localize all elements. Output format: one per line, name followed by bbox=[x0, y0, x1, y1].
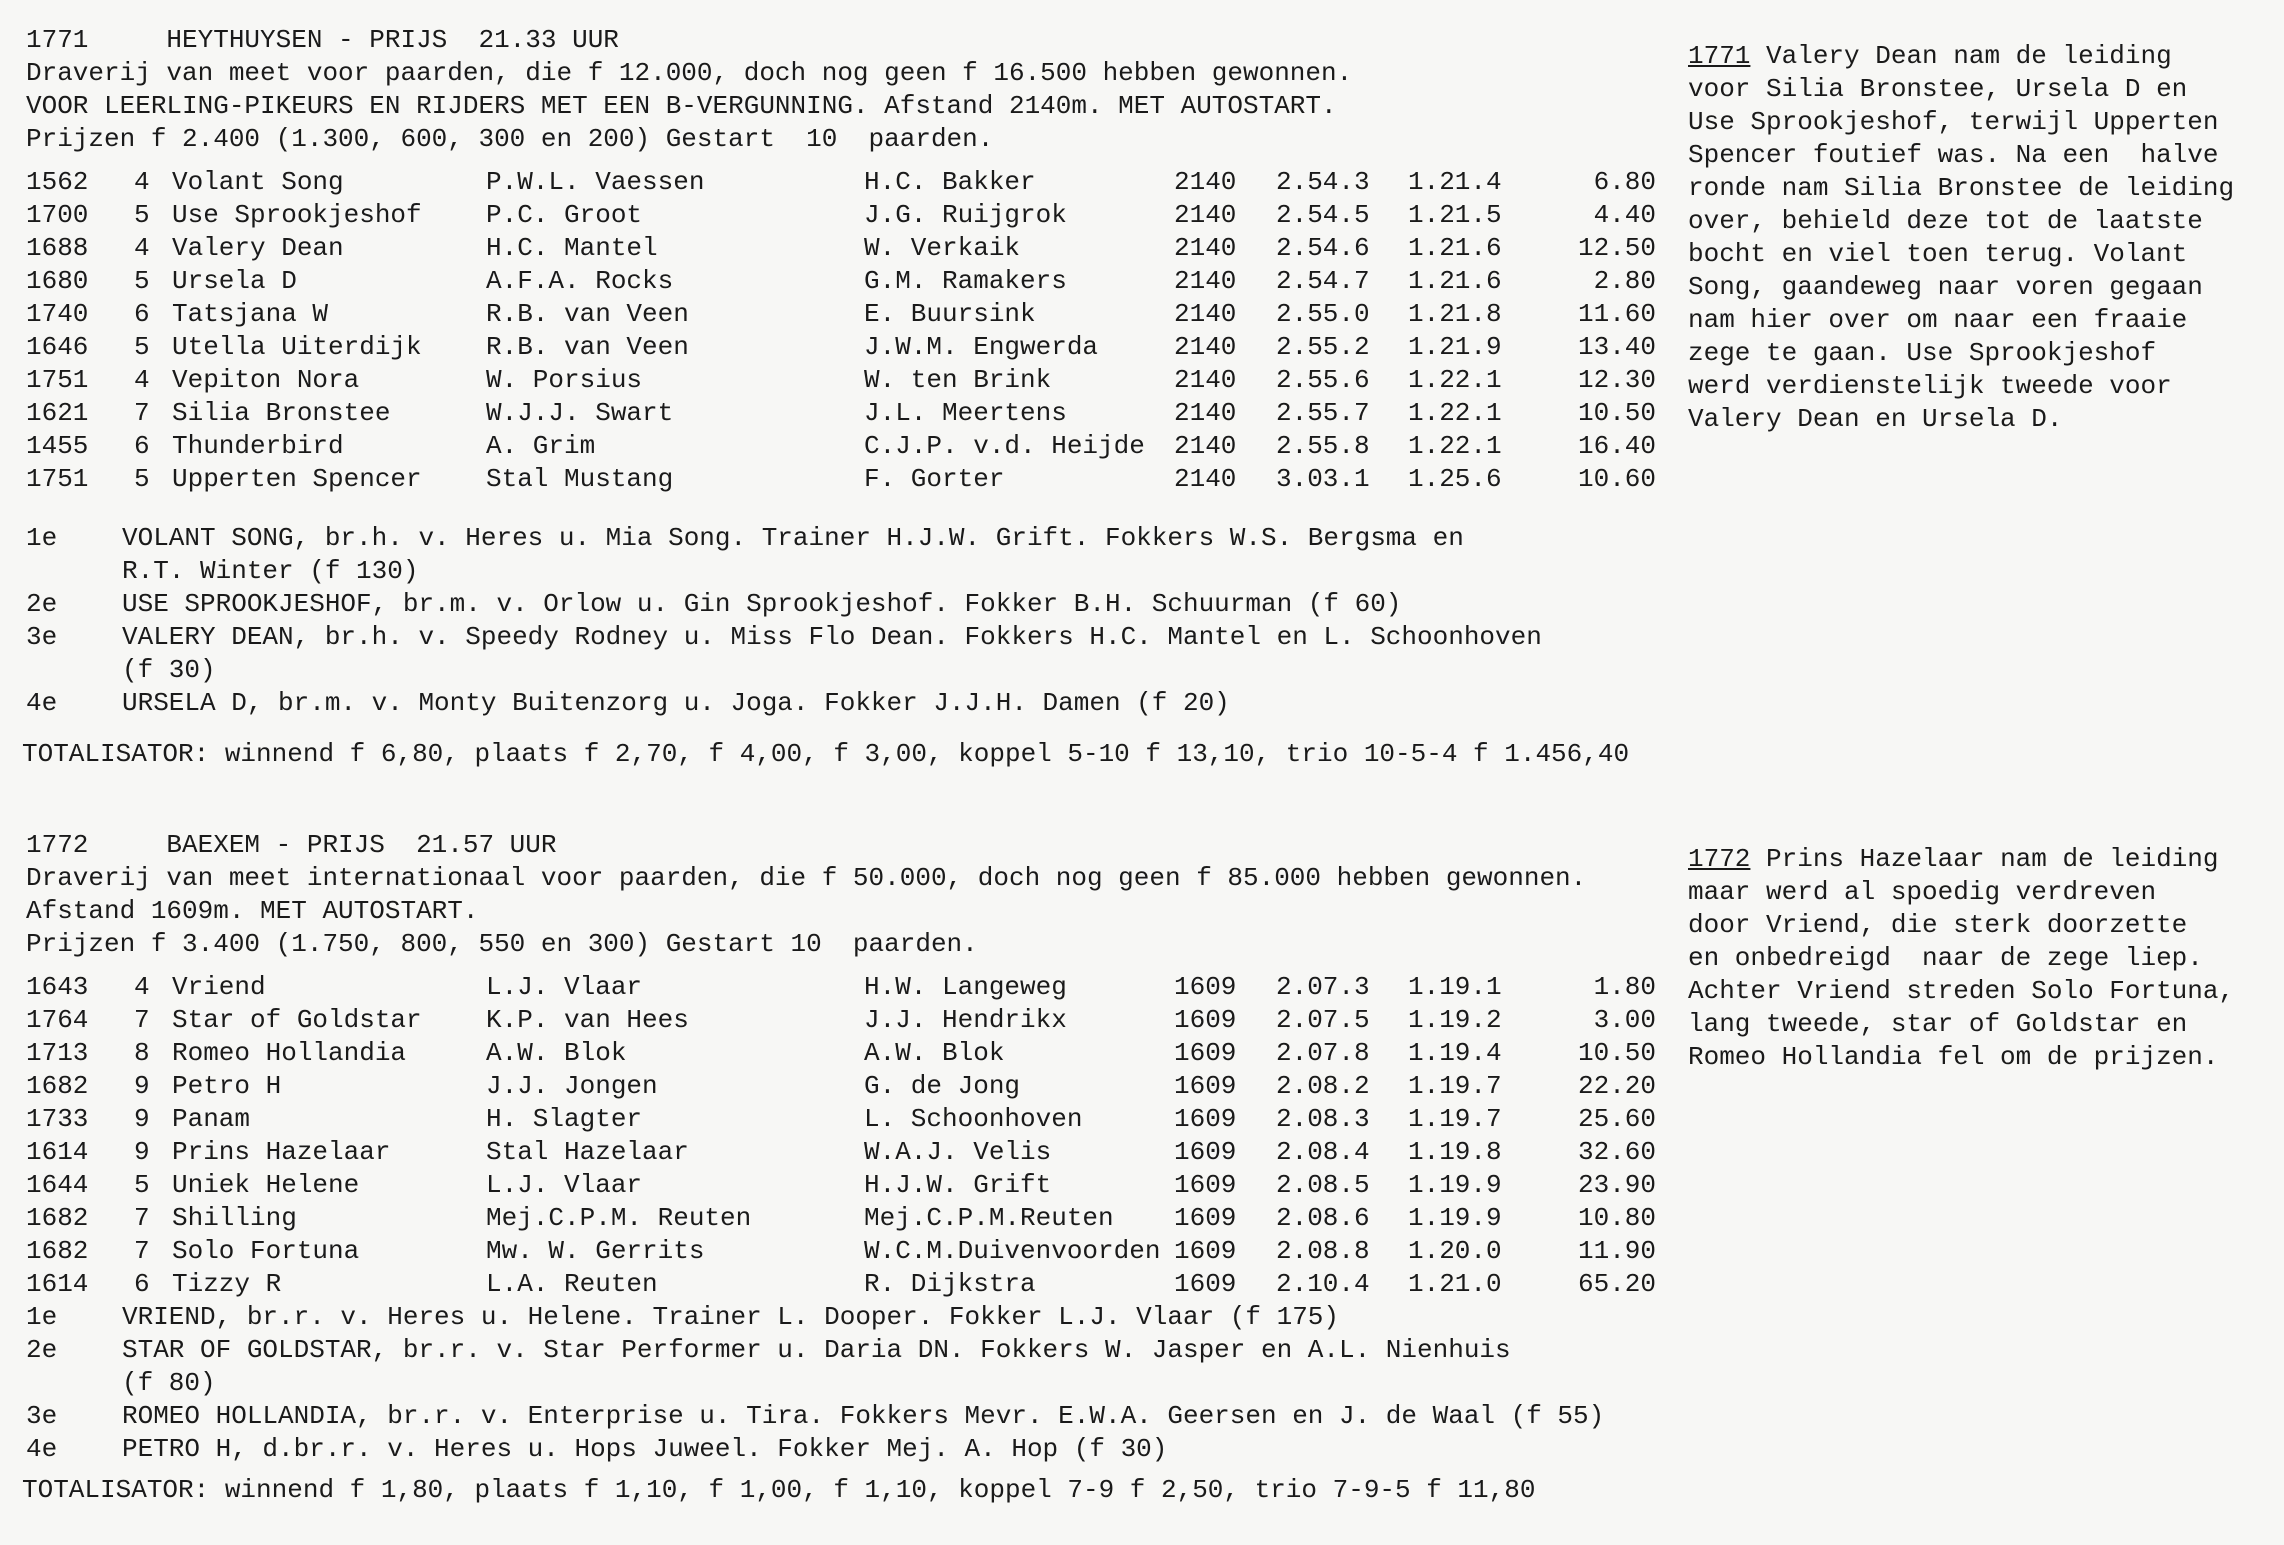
total-time: 2.08.6 bbox=[1276, 1203, 1370, 1233]
horse-name: Use Sprookjeshof bbox=[172, 200, 422, 230]
km-time: 1.21.4 bbox=[1408, 167, 1502, 197]
start-number: 1562 bbox=[26, 167, 89, 197]
start-number: 1682 bbox=[26, 1071, 89, 1101]
start-number: 1621 bbox=[26, 398, 89, 428]
horse-name: Star of Goldstar bbox=[172, 1005, 422, 1035]
distance: 1609 bbox=[1174, 1137, 1237, 1167]
owner-name: L.A. Reuten bbox=[486, 1269, 658, 1299]
owner-name: Stal Hazelaar bbox=[486, 1137, 689, 1167]
total-time: 2.08.3 bbox=[1276, 1104, 1370, 1134]
odds: 4.40 bbox=[1593, 200, 1656, 230]
comment-race-number: 1771 bbox=[1688, 41, 1751, 71]
horse-name: Solo Fortuna bbox=[172, 1236, 360, 1266]
odds: 12.50 bbox=[1577, 233, 1656, 263]
placing-entry bbox=[26, 1301, 1686, 1334]
start-number: 1614 bbox=[26, 1137, 89, 1167]
post-position: 4 bbox=[134, 972, 150, 1002]
distance: 1609 bbox=[1174, 1104, 1237, 1134]
placing-text: ROMEO HOLLANDIA, br.r. v. Enterprise u. Tira. Fokkers Mevr. E.W.A. Geersen en J. de Waal (f 55) bbox=[122, 1401, 1605, 1431]
distance: 2140 bbox=[1174, 266, 1237, 296]
horse-name: Panam bbox=[172, 1104, 251, 1134]
horse-name: Ursela D bbox=[172, 266, 297, 296]
odds: 10.80 bbox=[1577, 1203, 1656, 1233]
post-position: 5 bbox=[134, 332, 150, 362]
placings-list bbox=[26, 1301, 1686, 1466]
total-time: 2.54.6 bbox=[1276, 233, 1370, 263]
total-time: 2.55.8 bbox=[1276, 431, 1370, 461]
distance: 2140 bbox=[1174, 365, 1237, 395]
result-row bbox=[26, 298, 1686, 331]
post-position: 5 bbox=[134, 266, 150, 296]
distance: 2140 bbox=[1174, 332, 1237, 362]
results-table bbox=[26, 166, 1686, 496]
total-time: 2.54.7 bbox=[1276, 266, 1370, 296]
distance: 1609 bbox=[1174, 1038, 1237, 1068]
distance: 2140 bbox=[1174, 398, 1237, 428]
odds: 6.80 bbox=[1593, 167, 1656, 197]
odds: 2.80 bbox=[1593, 266, 1656, 296]
distance: 2140 bbox=[1174, 299, 1237, 329]
odds: 3.00 bbox=[1593, 1005, 1656, 1035]
race-block-1772 bbox=[22, 829, 1686, 1507]
post-position: 4 bbox=[134, 233, 150, 263]
result-row bbox=[26, 1037, 1686, 1070]
placing-rank: 2e bbox=[26, 589, 58, 619]
placing-text: PETRO H, d.br.r. v. Heres u. Hops Juweel. Fokker Mej. A. Hop (f 30) bbox=[122, 1434, 1168, 1464]
total-time: 2.55.7 bbox=[1276, 398, 1370, 428]
horse-name: Upperten Spencer bbox=[172, 464, 422, 494]
owner-name: P.W.L. Vaessen bbox=[486, 167, 705, 197]
km-time: 1.25.6 bbox=[1408, 464, 1502, 494]
horse-name: Tatsjana W bbox=[172, 299, 329, 329]
post-position: 9 bbox=[134, 1104, 150, 1134]
result-row bbox=[26, 1004, 1686, 1037]
race-prizes: Prijzen f 2.400 (1.300, 600, 300 en 200) Gestart 10 paarden. bbox=[26, 124, 994, 154]
start-number: 1682 bbox=[26, 1203, 89, 1233]
driver-name: W.A.J. Velis bbox=[864, 1137, 1052, 1167]
placing-rank: 3e bbox=[26, 1401, 58, 1431]
driver-name: G. de Jong bbox=[864, 1071, 1021, 1101]
start-number: 1700 bbox=[26, 200, 89, 230]
horse-name: Volant Song bbox=[172, 167, 344, 197]
result-row bbox=[26, 397, 1686, 430]
km-time: 1.22.1 bbox=[1408, 398, 1502, 428]
totalisator-line: TOTALISATOR: winnend f 1,80, plaats f 1,10, f 1,00, f 1,10, koppel 7-9 f 2,50, trio 7-9-5 f 11,80 bbox=[22, 1475, 1536, 1505]
race-description: Draverij van meet voor paarden, die f 12.000, doch nog geen f 16.500 hebben gewonnen. bbox=[26, 58, 1353, 88]
odds: 32.60 bbox=[1577, 1137, 1656, 1167]
km-time: 1.19.7 bbox=[1408, 1071, 1502, 1101]
driver-name: H.J.W. Grift bbox=[864, 1170, 1052, 1200]
result-row bbox=[26, 1136, 1686, 1169]
horse-name: Romeo Hollandia bbox=[172, 1038, 407, 1068]
race-description: Draverij van meet internationaal voor paarden, die f 50.000, doch nog geen f 85.000 hebben gewonnen. bbox=[26, 863, 1587, 893]
post-position: 5 bbox=[134, 200, 150, 230]
result-row bbox=[26, 364, 1686, 397]
driver-name: W.C.M.Duivenvoorden bbox=[864, 1236, 1161, 1266]
km-time: 1.21.6 bbox=[1408, 233, 1502, 263]
total-time: 2.08.4 bbox=[1276, 1137, 1370, 1167]
total-time: 2.07.3 bbox=[1276, 972, 1370, 1002]
comment-text: Prins Hazelaar nam de leiding maar werd al spoedig verdreven door Vriend, die sterk doorzette en onbedreigd naar de zege liep. Achter Vriend streden Solo Fortuna, lang tweede, star of Goldstar en Romeo Hollandia fel om de prijzen. bbox=[1688, 844, 2235, 1072]
horse-name: Vriend bbox=[172, 972, 266, 1002]
post-position: 7 bbox=[134, 1236, 150, 1266]
start-number: 1680 bbox=[26, 266, 89, 296]
km-time: 1.21.9 bbox=[1408, 332, 1502, 362]
total-time: 2.07.5 bbox=[1276, 1005, 1370, 1035]
owner-name: Mej.C.P.M. Reuten bbox=[486, 1203, 752, 1233]
result-row bbox=[26, 232, 1686, 265]
driver-name: A.W. Blok bbox=[864, 1038, 1005, 1068]
start-number: 1646 bbox=[26, 332, 89, 362]
result-row bbox=[26, 971, 1686, 1004]
horse-name: Uniek Helene bbox=[172, 1170, 360, 1200]
total-time: 2.54.5 bbox=[1276, 200, 1370, 230]
start-number: 1713 bbox=[26, 1038, 89, 1068]
race-comment-1771 bbox=[1688, 40, 2268, 436]
placing-entry bbox=[26, 621, 1686, 687]
owner-name: J.J. Jongen bbox=[486, 1071, 658, 1101]
distance: 1609 bbox=[1174, 1269, 1237, 1299]
placing-text: USE SPROOKJESHOF, br.m. v. Orlow u. Gin Sprookjeshof. Fokker B.H. Schuurman (f 60) bbox=[122, 589, 1402, 619]
km-time: 1.19.8 bbox=[1408, 1137, 1502, 1167]
race-comment-1772 bbox=[1688, 843, 2268, 1074]
driver-name: G.M. Ramakers bbox=[864, 266, 1067, 296]
start-number: 1614 bbox=[26, 1269, 89, 1299]
owner-name: K.P. van Hees bbox=[486, 1005, 689, 1035]
post-position: 7 bbox=[134, 1005, 150, 1035]
distance: 1609 bbox=[1174, 1005, 1237, 1035]
driver-name: J.W.M. Engwerda bbox=[864, 332, 1099, 362]
race-header: 1772 BAEXEM - PRIJS 21.57 UUR bbox=[26, 830, 557, 860]
post-position: 4 bbox=[134, 365, 150, 395]
odds: 11.60 bbox=[1577, 299, 1656, 329]
km-time: 1.19.9 bbox=[1408, 1170, 1502, 1200]
driver-name: J.G. Ruijgrok bbox=[864, 200, 1067, 230]
race-conditions: VOOR LEERLING-PIKEURS EN RIJDERS MET EEN B-VERGUNNING. Afstand 2140m. MET AUTOSTART. bbox=[26, 91, 1337, 121]
total-time: 2.55.6 bbox=[1276, 365, 1370, 395]
horse-name: Valery Dean bbox=[172, 233, 344, 263]
placing-rank: 1e bbox=[26, 523, 58, 553]
post-position: 7 bbox=[134, 1203, 150, 1233]
owner-name: R.B. van Veen bbox=[486, 299, 689, 329]
odds: 1.80 bbox=[1593, 972, 1656, 1002]
placing-text: VOLANT SONG, br.h. v. Heres u. Mia Song. Trainer H.J.W. Grift. Fokkers W.S. Bergsma en R.T. Winter (f 130) bbox=[122, 523, 1464, 586]
total-time: 2.08.5 bbox=[1276, 1170, 1370, 1200]
placing-entry bbox=[26, 588, 1686, 621]
distance: 2140 bbox=[1174, 233, 1237, 263]
result-row bbox=[26, 1268, 1686, 1301]
start-number: 1733 bbox=[26, 1104, 89, 1134]
race-prizes: Prijzen f 3.400 (1.750, 800, 550 en 300) Gestart 10 paarden. bbox=[26, 929, 978, 959]
driver-name: Mej.C.P.M.Reuten bbox=[864, 1203, 1114, 1233]
placing-text: VALERY DEAN, br.h. v. Speedy Rodney u. Miss Flo Dean. Fokkers H.C. Mantel en L. Schoonhoven (f 30) bbox=[122, 622, 1542, 685]
total-time: 2.07.8 bbox=[1276, 1038, 1370, 1068]
post-position: 6 bbox=[134, 1269, 150, 1299]
distance: 1609 bbox=[1174, 1071, 1237, 1101]
placing-rank: 4e bbox=[26, 1434, 58, 1464]
comment-text: Valery Dean nam de leiding voor Silia Bronstee, Ursela D en Use Sprookjeshof, terwijl Upperten Spencer foutief was. Na een halve ronde nam Silia Bronstee de leiding over, behield deze tot de laatste bocht en viel toen terug. Volant Song, gaandeweg naar voren gegaan nam hier over om naar een fraaie zege te gaan. Use Sprookjeshof werd verdienstelijk tweede voor Valery Dean en Ursela D. bbox=[1688, 41, 2235, 434]
odds: 13.40 bbox=[1577, 332, 1656, 362]
placing-entry bbox=[26, 1433, 1686, 1466]
driver-name: L. Schoonhoven bbox=[864, 1104, 1083, 1134]
result-row bbox=[26, 1070, 1686, 1103]
horse-name: Silia Bronstee bbox=[172, 398, 391, 428]
odds: 22.20 bbox=[1577, 1071, 1656, 1101]
km-time: 1.19.1 bbox=[1408, 972, 1502, 1002]
owner-name: P.C. Groot bbox=[486, 200, 643, 230]
start-number: 1764 bbox=[26, 1005, 89, 1035]
driver-name: W. ten Brink bbox=[864, 365, 1052, 395]
placing-text: STAR OF GOLDSTAR, br.r. v. Star Performer u. Daria DN. Fokkers W. Jasper en A.L. Nienhuis (f 80) bbox=[122, 1335, 1511, 1398]
km-time: 1.19.2 bbox=[1408, 1005, 1502, 1035]
distance: 2140 bbox=[1174, 431, 1237, 461]
owner-name: Mw. W. Gerrits bbox=[486, 1236, 705, 1266]
race-conditions: Afstand 1609m. MET AUTOSTART. bbox=[26, 896, 479, 926]
distance: 2140 bbox=[1174, 167, 1237, 197]
owner-name: Stal Mustang bbox=[486, 464, 674, 494]
total-time: 2.08.8 bbox=[1276, 1236, 1370, 1266]
placing-rank: 4e bbox=[26, 688, 58, 718]
horse-name: Prins Hazelaar bbox=[172, 1137, 391, 1167]
driver-name: W. Verkaik bbox=[864, 233, 1021, 263]
result-row bbox=[26, 265, 1686, 298]
distance: 2140 bbox=[1174, 200, 1237, 230]
total-time: 2.54.3 bbox=[1276, 167, 1370, 197]
odds: 10.60 bbox=[1577, 464, 1656, 494]
distance: 1609 bbox=[1174, 972, 1237, 1002]
placing-rank: 2e bbox=[26, 1335, 58, 1365]
km-time: 1.21.5 bbox=[1408, 200, 1502, 230]
driver-name: H.W. Langeweg bbox=[864, 972, 1067, 1002]
horse-name: Tizzy R bbox=[172, 1269, 282, 1299]
owner-name: W. Porsius bbox=[486, 365, 643, 395]
race-header: 1771 HEYTHUYSEN - PRIJS 21.33 UUR bbox=[26, 25, 619, 55]
km-time: 1.22.1 bbox=[1408, 365, 1502, 395]
driver-name: J.L. Meertens bbox=[864, 398, 1067, 428]
owner-name: A.W. Blok bbox=[486, 1038, 627, 1068]
odds: 16.40 bbox=[1577, 431, 1656, 461]
total-time: 2.55.2 bbox=[1276, 332, 1370, 362]
odds: 25.60 bbox=[1577, 1104, 1656, 1134]
driver-name: F. Gorter bbox=[864, 464, 1005, 494]
post-position: 9 bbox=[134, 1071, 150, 1101]
horse-name: Shilling bbox=[172, 1203, 297, 1233]
odds: 11.90 bbox=[1577, 1236, 1656, 1266]
post-position: 5 bbox=[134, 464, 150, 494]
placing-text: URSELA D, br.m. v. Monty Buitenzorg u. Joga. Fokker J.J.H. Damen (f 20) bbox=[122, 688, 1230, 718]
driver-name: J.J. Hendrikx bbox=[864, 1005, 1067, 1035]
start-number: 1682 bbox=[26, 1236, 89, 1266]
start-number: 1688 bbox=[26, 233, 89, 263]
km-time: 1.21.8 bbox=[1408, 299, 1502, 329]
post-position: 8 bbox=[134, 1038, 150, 1068]
placing-entry bbox=[26, 1400, 1686, 1433]
result-row bbox=[26, 1235, 1686, 1268]
km-time: 1.19.9 bbox=[1408, 1203, 1502, 1233]
placings-list bbox=[26, 522, 1686, 720]
total-time: 3.03.1 bbox=[1276, 464, 1370, 494]
placing-entry bbox=[26, 1334, 1686, 1400]
horse-name: Petro H bbox=[172, 1071, 282, 1101]
start-number: 1644 bbox=[26, 1170, 89, 1200]
km-time: 1.19.4 bbox=[1408, 1038, 1502, 1068]
start-number: 1740 bbox=[26, 299, 89, 329]
km-time: 1.21.6 bbox=[1408, 266, 1502, 296]
total-time: 2.55.0 bbox=[1276, 299, 1370, 329]
owner-name: A. Grim bbox=[486, 431, 596, 461]
distance: 1609 bbox=[1174, 1236, 1237, 1266]
start-number: 1643 bbox=[26, 972, 89, 1002]
post-position: 6 bbox=[134, 299, 150, 329]
driver-name: H.C. Bakker bbox=[864, 167, 1036, 197]
km-time: 1.19.7 bbox=[1408, 1104, 1502, 1134]
distance: 1609 bbox=[1174, 1170, 1237, 1200]
post-position: 4 bbox=[134, 167, 150, 197]
owner-name: R.B. van Veen bbox=[486, 332, 689, 362]
owner-name: W.J.J. Swart bbox=[486, 398, 674, 428]
horse-name: Vepiton Nora bbox=[172, 365, 360, 395]
odds: 12.30 bbox=[1577, 365, 1656, 395]
owner-name: H. Slagter bbox=[486, 1104, 643, 1134]
post-position: 6 bbox=[134, 431, 150, 461]
km-time: 1.21.0 bbox=[1408, 1269, 1502, 1299]
driver-name: E. Buursink bbox=[864, 299, 1036, 329]
result-row bbox=[26, 331, 1686, 364]
result-row bbox=[26, 1103, 1686, 1136]
odds: 23.90 bbox=[1577, 1170, 1656, 1200]
driver-name: C.J.P. v.d. Heijde bbox=[864, 431, 1145, 461]
km-time: 1.22.1 bbox=[1408, 431, 1502, 461]
totalisator-line: TOTALISATOR: winnend f 6,80, plaats f 2,70, f 4,00, f 3,00, koppel 5-10 f 13,10, trio 10-5-4 f 1.456,40 bbox=[22, 739, 1630, 769]
result-row bbox=[26, 463, 1686, 496]
owner-name: L.J. Vlaar bbox=[486, 972, 643, 1002]
result-row bbox=[26, 166, 1686, 199]
result-row bbox=[26, 199, 1686, 232]
odds: 10.50 bbox=[1577, 398, 1656, 428]
distance: 1609 bbox=[1174, 1203, 1237, 1233]
comment-race-number: 1772 bbox=[1688, 844, 1751, 874]
race-block-1771 bbox=[22, 24, 1686, 771]
start-number: 1455 bbox=[26, 431, 89, 461]
result-row bbox=[26, 430, 1686, 463]
result-row bbox=[26, 1169, 1686, 1202]
km-time: 1.20.0 bbox=[1408, 1236, 1502, 1266]
start-number: 1751 bbox=[26, 464, 89, 494]
placing-rank: 3e bbox=[26, 622, 58, 652]
results-table bbox=[26, 971, 1686, 1301]
owner-name: L.J. Vlaar bbox=[486, 1170, 643, 1200]
post-position: 7 bbox=[134, 398, 150, 428]
total-time: 2.10.4 bbox=[1276, 1269, 1370, 1299]
placing-entry bbox=[26, 687, 1686, 720]
total-time: 2.08.2 bbox=[1276, 1071, 1370, 1101]
placing-rank: 1e bbox=[26, 1302, 58, 1332]
odds: 65.20 bbox=[1577, 1269, 1656, 1299]
placing-text: VRIEND, br.r. v. Heres u. Helene. Trainer L. Dooper. Fokker L.J. Vlaar (f 175) bbox=[122, 1302, 1339, 1332]
owner-name: A.F.A. Rocks bbox=[486, 266, 674, 296]
driver-name: R. Dijkstra bbox=[864, 1269, 1036, 1299]
distance: 2140 bbox=[1174, 464, 1237, 494]
placing-entry bbox=[26, 522, 1686, 588]
start-number: 1751 bbox=[26, 365, 89, 395]
post-position: 5 bbox=[134, 1170, 150, 1200]
horse-name: Thunderbird bbox=[172, 431, 344, 461]
result-row bbox=[26, 1202, 1686, 1235]
owner-name: H.C. Mantel bbox=[486, 233, 658, 263]
post-position: 9 bbox=[134, 1137, 150, 1167]
odds: 10.50 bbox=[1577, 1038, 1656, 1068]
horse-name: Utella Uiterdijk bbox=[172, 332, 422, 362]
